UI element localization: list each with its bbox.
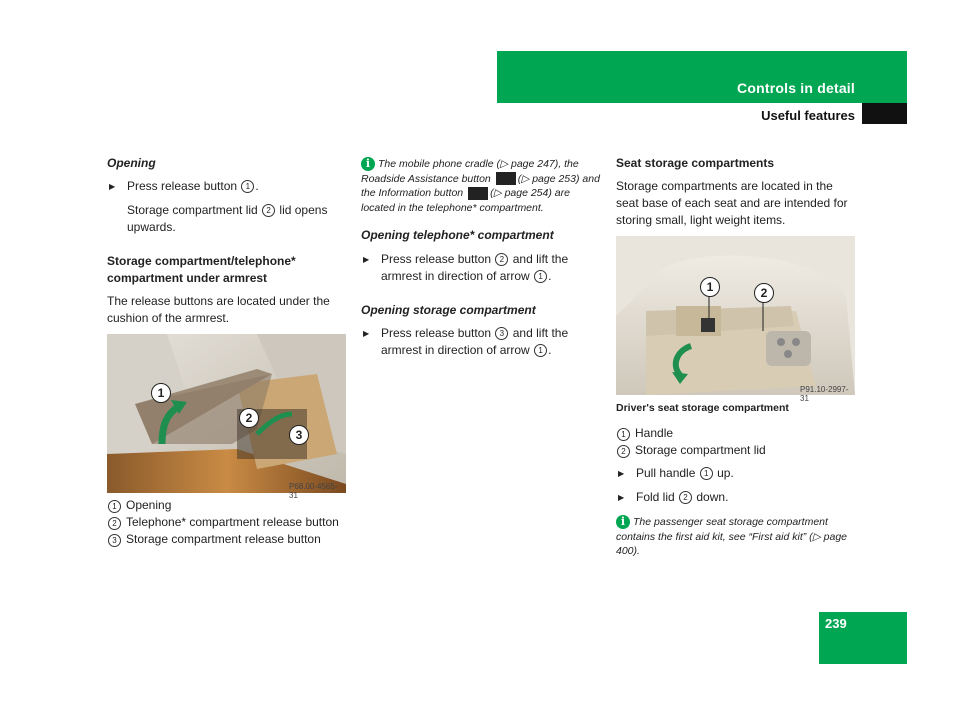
step-end: . <box>548 343 552 357</box>
step-end: . <box>548 269 552 283</box>
roadside-assistance-icon <box>496 172 516 185</box>
legend-text: Opening <box>126 498 172 512</box>
callout-1: 1 <box>700 277 720 297</box>
ref-number: 1 <box>534 344 547 357</box>
callout-3: 3 <box>289 425 309 445</box>
legend-item <box>107 531 347 548</box>
armrest-text: The release buttons are located under the cushion of the armrest. <box>107 294 330 325</box>
legend-number: 1 <box>617 428 630 441</box>
info-icon: i <box>361 157 375 171</box>
step-text: and lift the armrest in direction of arrow <box>381 252 569 283</box>
note-text: The mobile phone cradle (▷ page 247), the Roadside Assistance button <box>361 158 579 185</box>
step-result <box>107 202 349 236</box>
seat-photo <box>616 236 855 403</box>
step-text: Press release button <box>127 179 238 193</box>
tel-heading: Opening telephone* compartment <box>361 228 554 242</box>
ref-number: 3 <box>495 327 508 340</box>
note-text: (▷ page 254) are located in the telephone* compartment. <box>361 187 570 214</box>
ref-number: 2 <box>679 491 692 504</box>
photo-caption: Driver's seat storage compartment <box>616 402 789 414</box>
seat-illustration <box>616 236 855 395</box>
information-button-icon <box>468 187 488 200</box>
step-text: Press release button <box>381 252 492 266</box>
note-text: The passenger seat storage compartment contains the first aid kit, see “First aid kit” (▷ page 400). <box>616 516 847 557</box>
seat-text: Storage compartments are located in the seat base of each seat and are intended for storing small, light weight items. <box>616 179 848 227</box>
stor-heading: Opening storage compartment <box>361 303 536 317</box>
first-aid-note <box>616 515 856 559</box>
legend-text: Storage compartment lid <box>635 443 766 457</box>
step-text: Pull handle <box>636 466 696 480</box>
section-subtitle: Useful features <box>761 108 855 123</box>
legend-item <box>107 514 347 531</box>
legend-item <box>616 442 856 459</box>
fold-step <box>616 489 856 506</box>
page-number: 239 <box>825 616 847 631</box>
stor-step <box>361 325 601 359</box>
armrest-heading <box>107 253 349 287</box>
legend-number: 2 <box>617 445 630 458</box>
photo-code: P91.10-2997-31 <box>800 385 849 403</box>
tel-step <box>361 251 601 285</box>
callout-2: 2 <box>239 408 259 428</box>
legend-text: Telephone* compartment release button <box>126 515 339 529</box>
armrest-heading-line2: compartment under armrest <box>107 271 268 285</box>
column-right-lower <box>616 400 856 559</box>
seat-heading: Seat storage compartments <box>616 156 775 170</box>
result-text: Storage compartment lid <box>127 203 258 217</box>
ref-number: 2 <box>262 204 275 217</box>
header-marker <box>862 103 907 124</box>
callout-2: 2 <box>754 283 774 303</box>
seat-legend <box>616 425 856 459</box>
pull-step <box>616 465 856 482</box>
result-text-end: lid opens upwards. <box>127 203 328 234</box>
legend-text: Handle <box>635 426 674 440</box>
note-text: (▷ page 253) and the Information button <box>361 172 600 199</box>
column-left <box>107 155 349 327</box>
armrest-photo <box>107 334 346 500</box>
legend-text: Storage compartment release button <box>126 532 321 546</box>
ref-number: 1 <box>241 180 254 193</box>
telephone-note <box>361 157 601 215</box>
ref-number: 2 <box>495 253 508 266</box>
armrest-heading-line1: Storage compartment/telephone* <box>107 254 296 268</box>
step-text: Press release button <box>381 326 492 340</box>
legend-number: 3 <box>108 534 121 547</box>
step-text: and lift the armrest in direction of arrow <box>381 326 569 357</box>
legend-number: 2 <box>108 517 121 530</box>
step-text: up. <box>717 466 734 480</box>
column-right <box>616 155 856 229</box>
legend-item <box>616 425 856 442</box>
step-press-release <box>107 178 349 195</box>
opening-heading: Opening <box>107 156 156 170</box>
column-middle <box>361 157 601 359</box>
legend-item <box>107 497 347 514</box>
ref-number: 1 <box>700 467 713 480</box>
section-title: Controls in detail <box>737 80 855 96</box>
photo-code: P68.00-4565-31 <box>289 482 338 500</box>
armrest-illustration <box>107 334 346 493</box>
legend-number: 1 <box>108 500 121 513</box>
step-end: . <box>255 179 259 193</box>
step-text: Fold lid <box>636 490 675 504</box>
armrest-legend <box>107 497 347 548</box>
step-text: down. <box>696 490 729 504</box>
info-icon: i <box>616 515 630 529</box>
ref-number: 1 <box>534 270 547 283</box>
callout-1: 1 <box>151 383 171 403</box>
